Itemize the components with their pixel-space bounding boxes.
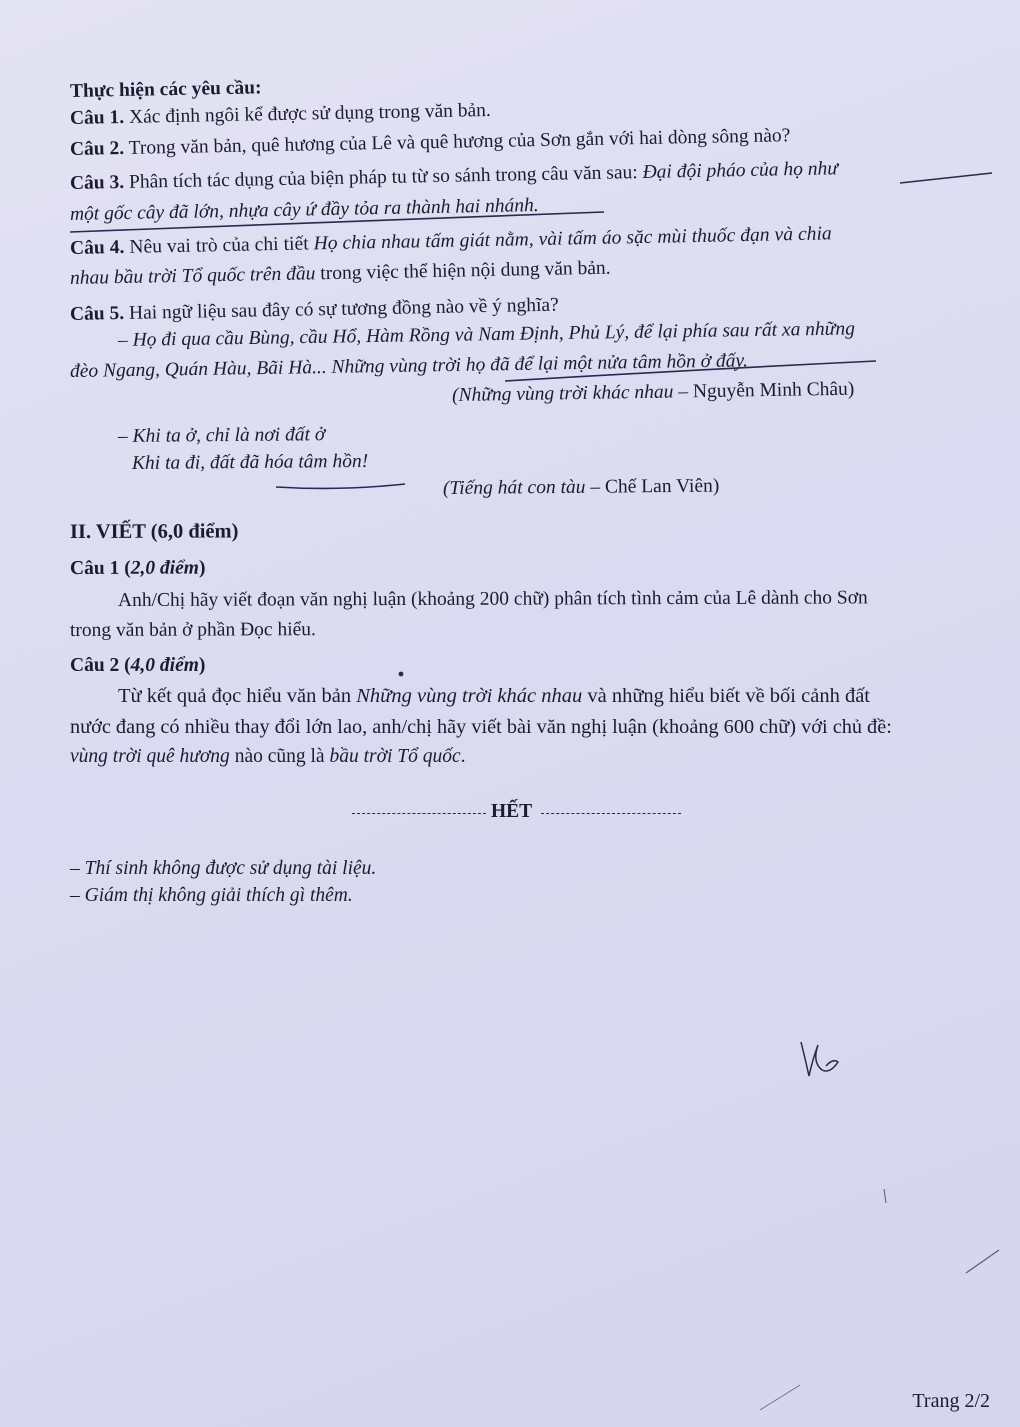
writing-question-2-period: .: [460, 746, 466, 767]
stray-mark-1: [884, 1189, 886, 1203]
quote-1-line1: – Họ đi qua cầu Bùng, cầu Hổ, Hàm Rồng và Nam Định, Phủ Lý, để lại phía sau rất xa những: [117, 318, 856, 351]
question-4-text: Nêu vai trò của chi tiết: [124, 233, 314, 258]
question-4-text-line2: trong việc thể hiện nội dung văn bản.: [315, 257, 611, 285]
quote-2-author: – Chế Lan Viên): [585, 475, 720, 498]
question-3-quote-line2: một gốc cây đã lớn, nhựa cây ứ đầy tỏa ra thành hai nhánh.: [69, 195, 539, 225]
writing-question-2-e: nào cũng là: [229, 746, 330, 767]
writing-question-2-c: và những hiểu biết về bối cảnh đất: [582, 685, 870, 707]
instructions-heading: Thực hiện các yêu cầu:: [69, 77, 262, 102]
question-2-label: Câu 2.: [69, 137, 125, 160]
quote-1-line2: đèo Ngang, Quán Hàu, Bãi Hà... Những vùng trời họ đã để lại một nửa tâm hồn ở đấy.: [69, 350, 749, 382]
writing-question-1-points: 2,0 điểm: [130, 557, 199, 579]
question-1-label: Câu 1.: [69, 106, 125, 129]
question-1-text: Xác định ngôi kể được sử dụng trong văn bản.: [123, 99, 491, 128]
quote-1-work: (Những vùng trời khác nhau: [451, 381, 674, 406]
quote-2-line2: Khi ta đi, đất đã hóa tâm hồn!: [131, 450, 369, 474]
writing-question-1-text-line2: trong văn bản ở phần Đọc hiểu.: [69, 619, 316, 641]
question-3-text: Phân tích tác dụng của biện pháp tu từ so sánh trong câu văn sau:: [123, 162, 643, 193]
question-5-label: Câu 5.: [69, 302, 125, 325]
quote-2-line1: – Khi ta ở, chỉ là nơi đất ở: [117, 424, 326, 447]
writing-question-2-work: Những vùng trời khác nhau: [356, 685, 583, 707]
section-2-title: II. VIẾT (6,0 điểm): [69, 520, 239, 543]
underline-question-3-line2: [70, 212, 604, 232]
quote-2-work: (Tiếng hát con tàu: [442, 476, 586, 499]
signature-mark: [801, 1042, 838, 1076]
writing-question-2-close: ): [198, 655, 206, 676]
question-3-quote: Đại đội pháo của họ như: [642, 158, 839, 184]
underline-quote-1: [505, 361, 876, 381]
question-4-quote-line2: nhau bầu trời Tổ quốc trên đầu: [69, 263, 316, 289]
writing-question-1-text: Anh/Chị hãy viết đoạn văn nghị luận (khoảng 200 chữ) phân tích tình cảm của Lê dành cho Sơn: [117, 587, 868, 611]
note-2: – Giám thị không giải thích gì thêm.: [70, 885, 353, 906]
underline-quote-2: [276, 484, 405, 488]
ink-dot: [399, 672, 404, 677]
quote-1-author: – Nguyễn Minh Châu): [673, 378, 855, 403]
writing-question-2-a: Từ kết quả đọc hiểu văn bản: [118, 685, 357, 707]
underline-question-3-line1: [900, 173, 992, 183]
question-4-quote: Họ chia nhau tấm giát nằm, vài tấm áo sặc mùi thuốc đạn và chia: [313, 223, 832, 255]
writing-question-2-topic-b: bầu trời Tổ quốc: [329, 746, 461, 767]
stray-mark-3: [760, 1385, 800, 1410]
stray-mark-2: [966, 1250, 999, 1273]
writing-question-2-points: 4,0 điểm: [130, 655, 199, 676]
question-3-label: Câu 3.: [69, 171, 125, 194]
writing-question-1-close: ): [198, 557, 206, 579]
page-number: Trang 2/2: [912, 1390, 990, 1412]
end-mark: HẾT: [491, 801, 533, 822]
question-2-text: Trong văn bản, quê hương của Lê và quê hương của Sơn gắn với hai dòng sông nào?: [123, 125, 791, 159]
writing-question-1-label: Câu 1 (: [69, 557, 131, 579]
writing-question-2-label: Câu 2 (: [70, 655, 131, 676]
note-1: – Thí sinh không được sử dụng tài liệu.: [70, 858, 377, 879]
writing-question-2-topic-a: vùng trời quê hương: [70, 746, 230, 767]
question-4-label: Câu 4.: [69, 236, 125, 259]
writing-question-2-line2: nước đang có nhiều thay đổi lớn lao, anh/chị hãy viết bài văn nghị luận (khoảng 600 chữ) với chủ đề:: [70, 716, 892, 738]
question-5-text: Hai ngữ liệu sau đây có sự tương đồng nào về ý nghĩa?: [123, 294, 559, 324]
